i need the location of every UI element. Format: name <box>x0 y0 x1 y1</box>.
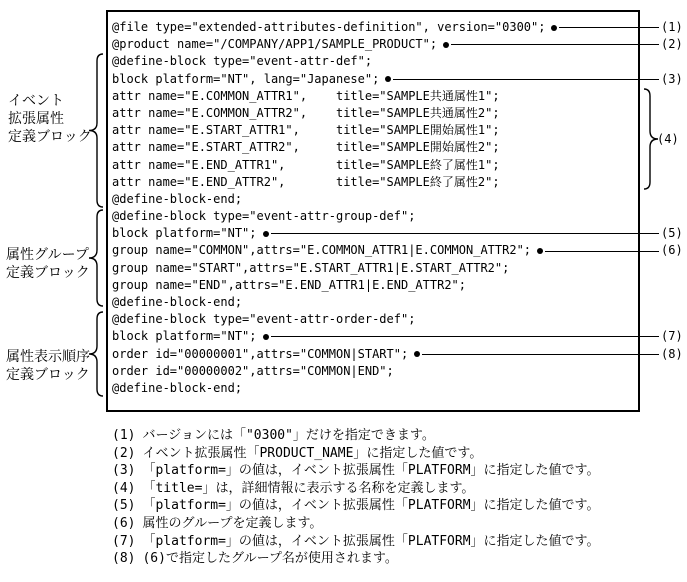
block-label-line: 拡張属性 <box>8 111 64 127</box>
block-label-line: イベント <box>8 93 64 109</box>
note-line <box>112 497 687 515</box>
code-text: @product name="/COMPANY/APP1/SAMPLE_PRODUCT"; <box>112 37 438 52</box>
callout-number: (8) <box>661 346 683 361</box>
code-text: attr name="E.END_ATTR1", title="SAMPLE終了属性1"; <box>112 157 500 172</box>
code-text: @file type="extended-attributes-definition", version="0300"; <box>112 20 546 34</box>
code-line <box>112 277 687 294</box>
note-text: 「title=」は，詳細情報に表示する名称を定義します。 <box>142 480 475 496</box>
code-text: block platform="NT", lang="Japanese"; <box>112 71 380 86</box>
callout-line <box>271 336 660 337</box>
code-text: group name="COMMON",attrs="E.COMMON_ATTR1|E.COMMON_ATTR2"; <box>112 243 532 258</box>
callout-dot <box>537 248 543 254</box>
code-text: @define-block type="event-attr-group-def"; <box>112 209 416 224</box>
note-number: (1) <box>112 428 136 443</box>
code-line <box>112 191 687 208</box>
code-text: @define-block-end; <box>112 295 243 309</box>
code-line <box>112 174 687 191</box>
note-number: (6) <box>112 515 136 531</box>
code-line <box>112 294 687 311</box>
block-label-line: 属性表示順序 <box>6 349 90 365</box>
code-text: block platform="NT"; <box>112 329 257 344</box>
code-line <box>112 88 687 105</box>
code-listing <box>112 19 687 397</box>
callout-dot <box>385 76 391 82</box>
code-line <box>112 346 687 363</box>
callout-number: (1) <box>661 20 683 34</box>
code-line <box>112 105 687 122</box>
callout-dot <box>263 231 269 237</box>
note-number: (4) <box>112 480 136 496</box>
note-text: バージョンには「"0300"」だけを指定できます。 <box>142 428 435 443</box>
callout-number: (3) <box>661 71 683 86</box>
code-text: attr name="E.START_ATTR2", title="SAMPLE開始属性2"; <box>112 140 500 155</box>
note-line <box>112 427 687 445</box>
code-text: order id="00000001",attrs="COMMON|START"; <box>112 346 409 361</box>
label-attr-group-block <box>6 246 90 282</box>
block-label-line: 定義ブロック <box>6 265 90 281</box>
note-text: 「platform=」の値は，イベント拡張属性「PLATFORM」に指定した値です。 <box>142 533 600 549</box>
note-text: イベント拡張属性「PRODUCT_NAME」に指定した値です。 <box>142 445 483 461</box>
footnotes <box>112 427 687 568</box>
label-event-extended-attr-block <box>8 92 92 146</box>
code-line <box>112 380 687 397</box>
note-line <box>112 480 687 498</box>
callout-dot <box>443 42 449 48</box>
block-label-line: 定義ブロック <box>6 367 90 383</box>
code-line <box>112 328 687 345</box>
note-line <box>112 462 687 480</box>
callout-dot <box>263 334 269 340</box>
callout-number: (6) <box>661 243 683 258</box>
note-text: 「platform=」の値は，イベント拡張属性「PLATFORM」に指定した値です。 <box>142 463 600 479</box>
note-line <box>112 445 687 463</box>
block-label-line: 属性グループ <box>6 247 89 263</box>
note-number: (2) <box>112 445 136 461</box>
code-line <box>112 71 687 88</box>
callout-number: (5) <box>661 226 683 241</box>
code-line <box>112 311 687 328</box>
callout-number: (2) <box>661 37 683 52</box>
note-number: (7) <box>112 533 136 549</box>
code-text: attr name="E.COMMON_ATTR2", title="SAMPLE共通属性2"; <box>112 105 500 120</box>
code-text: group name="END",attrs="E.END_ATTR1|E.END_ATTR2"; <box>112 277 467 292</box>
note-text: (6)で指定したグループ名が使用されます。 <box>142 551 398 567</box>
note-line <box>112 515 687 533</box>
left-brace-attr-group-def <box>88 209 104 307</box>
code-line <box>112 208 687 225</box>
code-text: block platform="NT"; <box>112 226 257 241</box>
note-line <box>112 533 687 551</box>
annotation-4-label: (4) <box>657 132 679 146</box>
code-text: @define-block type="event-attr-order-def"; <box>112 312 416 327</box>
callout-dot <box>551 25 557 31</box>
code-text: attr name="E.COMMON_ATTR1", title="SAMPLE共通属性1"; <box>112 88 500 103</box>
callout-number: (7) <box>661 329 683 344</box>
code-text: attr name="E.START_ATTR1", title="SAMPLE開始属性1"; <box>112 123 500 138</box>
code-line <box>112 139 687 156</box>
code-text: group name="START",attrs="E.START_ATTR1|E.START_ATTR2"; <box>112 260 510 275</box>
callout-line <box>422 354 659 355</box>
note-text: 属性のグループを定義します。 <box>142 515 323 531</box>
left-brace-attr-order-def <box>88 311 104 397</box>
code-line <box>112 242 687 259</box>
callout-line <box>271 233 660 234</box>
note-number: (3) <box>112 463 136 479</box>
note-number: (5) <box>112 498 136 514</box>
block-label-line: 定義ブロック <box>8 129 92 145</box>
callout-dot <box>414 351 420 357</box>
code-text: @define-block type="event-attr-def"; <box>112 54 373 69</box>
note-text: 「platform=」の値は，イベント拡張属性「PLATFORM」に指定した値です。 <box>142 498 600 514</box>
code-line <box>112 225 687 242</box>
callout-line <box>393 79 659 80</box>
callout-line <box>451 44 659 45</box>
note-line <box>112 550 687 568</box>
code-text: @define-block-end; <box>112 191 243 206</box>
code-text: @define-block-end; <box>112 380 243 395</box>
code-line <box>112 260 687 277</box>
code-text: attr name="E.END_ATTR2", title="SAMPLE終了属性2"; <box>112 174 500 189</box>
code-line <box>112 53 687 70</box>
callout-line <box>559 27 659 28</box>
code-line <box>112 19 687 36</box>
left-brace-event-attr-def <box>88 53 104 208</box>
code-line <box>112 36 687 53</box>
code-text: order id="00000002",attrs="COMMON|END"; <box>112 363 394 378</box>
note-number: (8) <box>112 551 136 567</box>
label-attr-order-block <box>6 348 90 384</box>
code-line <box>112 122 687 139</box>
code-line <box>112 157 687 174</box>
code-line <box>112 363 687 380</box>
callout-line <box>545 251 659 252</box>
